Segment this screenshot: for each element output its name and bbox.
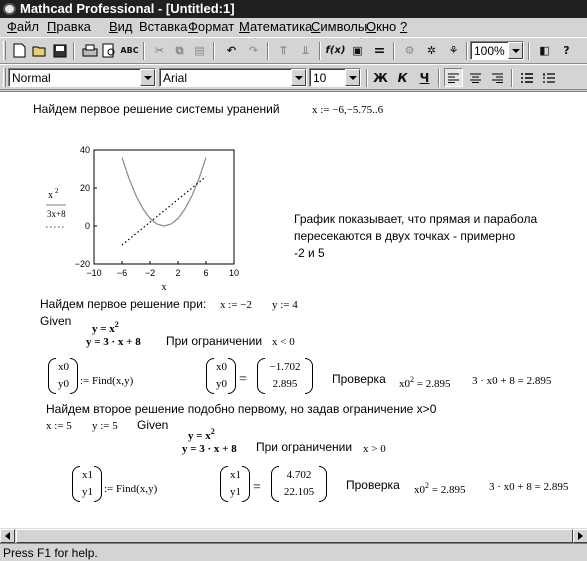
result-values-1[interactable]: −1.702 2.895: [257, 358, 313, 394]
constraint-text: При ограничении: [166, 334, 263, 348]
menu-window[interactable]: Окно: [366, 19, 397, 34]
xy-plot[interactable]: [40, 142, 250, 292]
save-icon[interactable]: [50, 41, 69, 60]
x-guess[interactable]: x := −2: [220, 299, 252, 311]
given-keyword-2[interactable]: Given: [137, 418, 169, 432]
menu-format[interactable]: Формат: [188, 19, 235, 34]
equals-sign: =: [253, 480, 261, 495]
toolbar-separator: [143, 42, 145, 60]
standard-toolbar: [0, 37, 587, 64]
bullet-list-icon[interactable]: [517, 68, 536, 87]
align-center-icon[interactable]: [466, 68, 485, 87]
underline-button[interactable]: Ч: [419, 70, 430, 85]
check-label-1: Проверка: [332, 372, 386, 386]
chevron-down-icon[interactable]: [140, 69, 155, 86]
constraint-x-negative[interactable]: x < 0: [272, 336, 295, 348]
find-call-2[interactable]: := Find(x,y): [104, 483, 158, 495]
help-icon[interactable]: ?: [563, 44, 570, 57]
constraint-text-2: При ограничении: [256, 440, 353, 454]
range-definition[interactable]: x := −6,−5.75..6: [312, 104, 384, 116]
toolbar-separator: [528, 42, 530, 60]
spell-check-icon[interactable]: ABC: [120, 46, 139, 55]
x-tick-label: −6: [116, 268, 128, 278]
check2-line[interactable]: 3 · x0 + 8 = 2.895: [489, 481, 569, 493]
toolbar-grip[interactable]: [3, 68, 6, 87]
x-tick-label: −2: [144, 268, 156, 278]
x-tick-label: −10: [86, 268, 102, 278]
y-guess-2[interactable]: y := 5: [92, 420, 118, 432]
y-tick-label: −20: [74, 259, 90, 269]
x-tick-label: 10: [228, 268, 240, 278]
toolbar-separator: [438, 69, 440, 87]
chevron-down-icon[interactable]: [508, 42, 523, 59]
font-select[interactable]: Arial: [159, 68, 307, 87]
menu-symbols[interactable]: Символы: [311, 19, 368, 34]
series-parabola: [122, 158, 206, 226]
align-top-icon[interactable]: ⫪: [280, 43, 287, 57]
numbered-list-icon[interactable]: [539, 68, 558, 87]
check2-square[interactable]: $x0^2 = 2.895$: [414, 481, 466, 496]
resource-icon[interactable]: ◧: [539, 44, 550, 57]
align-bottom-icon[interactable]: ⫫: [302, 43, 309, 57]
toolbar-separator: [319, 42, 321, 60]
scroll-thumb[interactable]: [16, 529, 573, 543]
scroll-left-arrow-icon[interactable]: [0, 529, 15, 543]
series-line: [122, 177, 206, 245]
undo-icon[interactable]: ↶: [226, 44, 237, 57]
new-document-icon[interactable]: [10, 41, 29, 60]
insert-function-icon[interactable]: f(x): [325, 45, 346, 56]
y-tick-label: 40: [79, 145, 90, 155]
zoom-select[interactable]: 100%: [470, 41, 524, 60]
align-right-icon[interactable]: [488, 68, 507, 87]
y-tick-label: 0: [84, 221, 90, 231]
bold-button[interactable]: Ж: [373, 70, 388, 85]
status-bar: [0, 543, 587, 561]
font-size-select[interactable]: 10: [309, 68, 361, 87]
x-axis-label: x: [161, 282, 167, 292]
italic-button[interactable]: К: [397, 70, 408, 85]
toolbar-separator: [393, 42, 395, 60]
unknowns-vector-1[interactable]: x0 y0: [48, 358, 78, 394]
x-guess-2[interactable]: x := 5: [46, 420, 72, 432]
window-title: Mathcad Professional - [Untitled:1]: [20, 1, 235, 16]
plot-note-line1: График показывает, что прямая и парабола: [294, 212, 538, 226]
menu-edit[interactable]: Правка: [47, 19, 91, 34]
check1-square[interactable]: $x0^2 = 2.895$: [399, 375, 451, 390]
given-keyword[interactable]: Given: [40, 314, 72, 328]
resource-center-icon[interactable]: ⚘: [448, 44, 459, 57]
redo-icon[interactable]: ↷: [248, 44, 259, 57]
open-folder-icon[interactable]: [30, 41, 49, 60]
formatting-toolbar: [0, 64, 587, 90]
y-axis-label-top: x: [48, 190, 53, 201]
menu-view[interactable]: Вид: [109, 19, 133, 34]
chevron-down-icon[interactable]: [345, 69, 360, 86]
insert-object-icon[interactable]: ✲: [426, 44, 437, 57]
result-values-2[interactable]: 4.702 22.105: [271, 466, 327, 502]
chevron-down-icon[interactable]: [291, 69, 306, 86]
toolbar-separator: [267, 42, 269, 60]
second-solution-text: Найдем второе решение подобно первому, но задав ограничение x>0: [46, 402, 437, 416]
menu-help[interactable]: ?: [400, 19, 408, 34]
toolbar-separator: [73, 42, 75, 60]
insert-unit-icon[interactable]: ▣: [352, 44, 363, 57]
align-left-icon[interactable]: [444, 68, 463, 87]
equation-line-2[interactable]: y = 3 · x + 8: [182, 443, 237, 455]
find-call-1[interactable]: := Find(x,y): [80, 375, 134, 387]
x-tick-label: 6: [203, 268, 209, 278]
y-guess[interactable]: y := 4: [272, 299, 298, 311]
scroll-right-arrow-icon[interactable]: [573, 529, 587, 543]
print-icon[interactable]: [80, 41, 99, 60]
heading-text: Найдем первое решение системы уранений: [33, 102, 280, 116]
y-axis-label-exp: 2: [55, 187, 59, 195]
cut-icon[interactable]: ✂: [154, 44, 165, 57]
menu-math[interactable]: Математика: [239, 19, 313, 34]
plot-note-line2: пересекаются в двух точках - примерно: [294, 229, 516, 243]
y-axis-label-bottom: 3x+8: [47, 209, 66, 219]
menu-insert[interactable]: Вставка: [139, 19, 188, 34]
equals-sign: =: [239, 372, 247, 387]
constraint-x-positive[interactable]: x > 0: [363, 443, 386, 455]
menu-file[interactable]: Файл: [7, 19, 39, 34]
toolbar-grip[interactable]: [3, 41, 6, 60]
equation-parabola-2[interactable]: $y = x^2$: [188, 427, 215, 442]
horizontal-scrollbar[interactable]: [0, 527, 587, 543]
first-guess-text: Найдем первое решение при:: [40, 297, 207, 311]
title-bar: [0, 0, 587, 18]
component-icon[interactable]: ⚙: [404, 44, 415, 57]
toolbar-separator: [366, 69, 368, 87]
unknowns-vector-2[interactable]: x1 y1: [72, 466, 102, 502]
copy-icon[interactable]: ⧉: [175, 43, 184, 57]
style-select[interactable]: Normal: [8, 68, 156, 87]
result-names-1[interactable]: x0 y0: [206, 358, 236, 394]
y-tick-label: 20: [79, 183, 90, 193]
equation-parabola[interactable]: $y = x^2$: [92, 320, 119, 335]
result-names-2[interactable]: x1 y1: [220, 466, 250, 502]
calculate-icon[interactable]: =: [373, 42, 386, 59]
status-text: Press F1 for help.: [3, 546, 98, 560]
print-preview-icon[interactable]: [100, 41, 119, 60]
plot-note-line3: -2 и 5: [294, 246, 325, 260]
check-label-2: Проверка: [346, 478, 400, 492]
worksheet[interactable]: [0, 91, 587, 527]
app-icon[interactable]: [3, 3, 16, 15]
toolbar-separator: [213, 42, 215, 60]
toolbar-separator: [466, 42, 468, 60]
paste-icon[interactable]: ▤: [194, 44, 205, 57]
toolbar-separator: [511, 69, 513, 87]
menu-bar: [0, 18, 587, 36]
x-tick-label: 2: [175, 268, 181, 278]
plot-frame: [94, 150, 234, 264]
check1-line[interactable]: 3 · x0 + 8 = 2.895: [472, 375, 552, 387]
equation-line[interactable]: y = 3 · x + 8: [86, 336, 141, 348]
